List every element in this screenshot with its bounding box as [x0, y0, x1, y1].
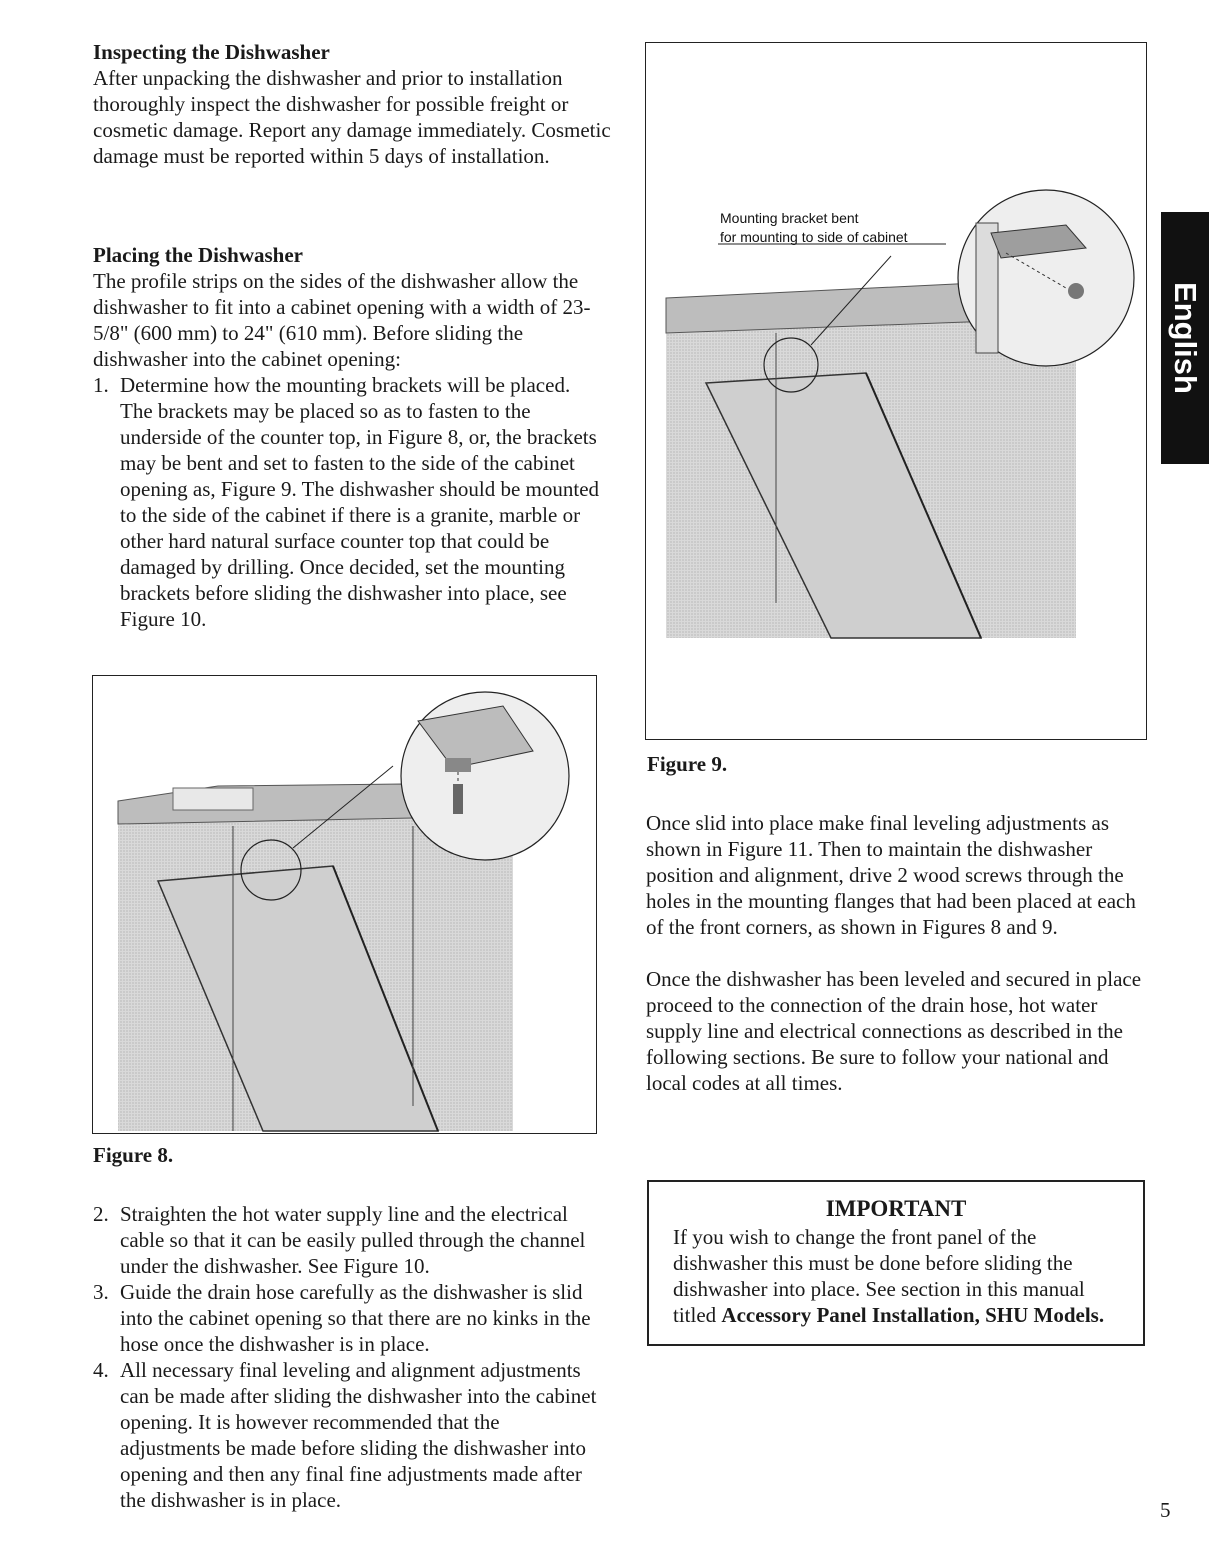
figure-9-callout — [720, 209, 908, 247]
step-4 — [93, 1357, 603, 1513]
dishwasher-under-counter-drawing — [93, 676, 596, 1133]
steps-list-bottom — [93, 1201, 603, 1513]
placing-section — [93, 242, 603, 632]
callout-line-2: for mounting to side of cabinet — [720, 229, 908, 245]
callout-line-1: Mounting bracket bent — [720, 210, 859, 226]
step-number: 2. — [93, 1202, 109, 1226]
inspecting-heading: Inspecting the Dishwasher — [93, 40, 330, 64]
figure-9-illustration — [645, 42, 1147, 740]
leveling-section — [646, 810, 1151, 1096]
step-text: All necessary final leveling and alignment adjustments can be made after sliding the dishwasher into the cabinet opening. It is however recommended that the adjustments be made before sliding the dishwasher into opening and then any final fine adjustments made after the dishwasher is in place. — [120, 1358, 597, 1512]
step-number: 4. — [93, 1358, 109, 1382]
leveling-para-1: Once slid into place make final leveling adjustments as shown in Figure 11. Then to maintain the dishwasher position and alignment, drive 2 wood screws through the holes in the mounting flanges that had been placed at each of the front corners, as shown in Figures 8 and 9. — [646, 811, 1136, 939]
figure-9-caption: Figure 9. — [647, 752, 728, 776]
important-bold-text: Accessory Panel Installation, SHU Models. — [721, 1303, 1105, 1327]
steps-continued — [93, 1201, 603, 1513]
step-text: Straighten the hot water supply line and the electrical cable so that it can be easily pulled through the channel under the dishwasher. See Figure 10. — [120, 1202, 586, 1278]
leveling-para-2: Once the dishwasher has been leveled and secured in place proceed to the connection of the drain hose, hot water supply line and electrical connections as described in the following sections. Be sure to follow your national and local codes at all times. — [646, 967, 1142, 1095]
steps-list-top — [93, 372, 603, 632]
placing-heading: Placing the Dishwasher — [93, 243, 303, 267]
step-3 — [93, 1279, 603, 1357]
important-notice — [647, 1180, 1145, 1346]
figure-8-illustration — [92, 675, 597, 1134]
language-tab-label: English — [1168, 282, 1204, 394]
step-text: Determine how the mounting brackets will be placed. The brackets may be placed so as to fasten to the underside of the counter top, in Figure 8, or, the brackets may be bent and set to fasten to the side of the cabinet opening as, Figure 9. The dishwasher should be mounted to the side of the cabinet if there is a granite, marble or other hard natural surface counter top that could be damaged by drilling. Once decided, set the mounting brackets before sliding the dishwasher into place, see Figure 10. — [120, 373, 600, 631]
page-number: 5 — [1160, 1498, 1171, 1522]
step-text: Guide the drain hose carefully as the dishwasher is slid into the cabinet opening so that there are no kinks in the hose once the dishwasher is in place. — [120, 1280, 591, 1356]
step-number: 1. — [93, 373, 109, 397]
dishwasher-side-mount-drawing — [646, 43, 1146, 739]
figure-8-caption: Figure 8. — [93, 1143, 174, 1167]
step-1 — [93, 372, 603, 632]
inspecting-section — [93, 39, 613, 169]
placing-body: The profile strips on the sides of the dishwasher allow the dishwasher to fit into a cabinet opening with a width of 23-5/8" (600 mm) to 24" (610 mm). Before sliding the dishwasher into the cabinet opening: — [93, 269, 591, 371]
important-title: IMPORTANT — [825, 1196, 967, 1221]
important-text-block — [673, 1224, 1119, 1328]
step-2 — [93, 1201, 603, 1279]
step-number: 3. — [93, 1280, 109, 1304]
inspecting-body: After unpacking the dishwasher and prior to installation thoroughly inspect the dishwasher for possible freight or cosmetic damage. Report any damage immediately. Cosmetic damage must be reported within 5 days of installation. — [93, 66, 611, 168]
important-text: If you wish to change the front panel of the dishwasher this must be done before sliding the dishwasher into place. See section in this manual titled — [673, 1225, 1085, 1327]
language-tab — [1161, 212, 1209, 464]
